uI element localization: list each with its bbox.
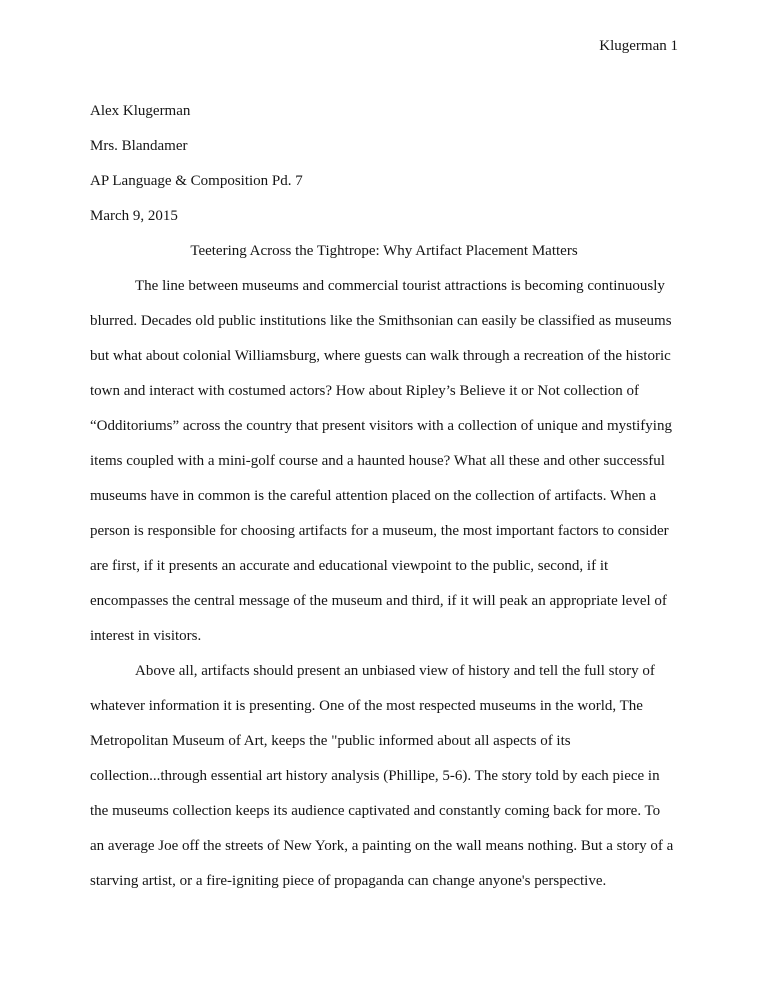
page-number-header: Klugerman 1 [599, 38, 678, 54]
mla-heading-block [90, 94, 678, 234]
essay-paragraph-1: The line between museums and commercial tourist attractions is becoming continuously blurred. Decades old public institutions like the Smithsonian can easily be classified as museums but what about colonial Williamsburg, where guests can walk through a recreation of the historic town and interact with costumed actors? How about Ripley’s Believe it or Not collection of “Odditoriums” across the country that present visitors with a collection of unique and mystifying items coupled with a mini-golf course and a haunted house? What all these and other successful museums have in common is the careful attention placed on the collection of artifacts. When a person is responsible for choosing artifacts for a museum, the most important factors to consider are first, if it presents an accurate and educational viewpoint to the public, second, if it encompasses the central message of the museum and third, if it will peak an appropriate level of interest in visitors. [90, 278, 672, 644]
student-name: Alex Klugerman [90, 103, 191, 119]
essay-paragraph-2: Above all, artifacts should present an unbiased view of history and tell the full story of whatever information it is presenting. One of the most respected museums in the world, The Metropolitan Museum of Art, keeps the "public informed about all aspects of its collection...through essential art history analysis (Phillipe, 5-6). The story told by each piece in the museums collection keeps its audience captivated and constantly coming back for more. To an average Joe off the streets of New York, a painting on the wall means nothing. But a story of a starving artist, or a fire-igniting piece of propaganda can change anyone's perspective. [90, 663, 674, 889]
course-name: AP Language & Composition Pd. 7 [90, 173, 303, 189]
essay-body [90, 94, 678, 899]
teacher-name: Mrs. Blandamer [90, 138, 188, 154]
date-line: March 9, 2015 [90, 208, 178, 224]
essay-title: Teetering Across the Tightrope: Why Artifact Placement Matters [190, 243, 578, 259]
running-head [90, 36, 678, 56]
